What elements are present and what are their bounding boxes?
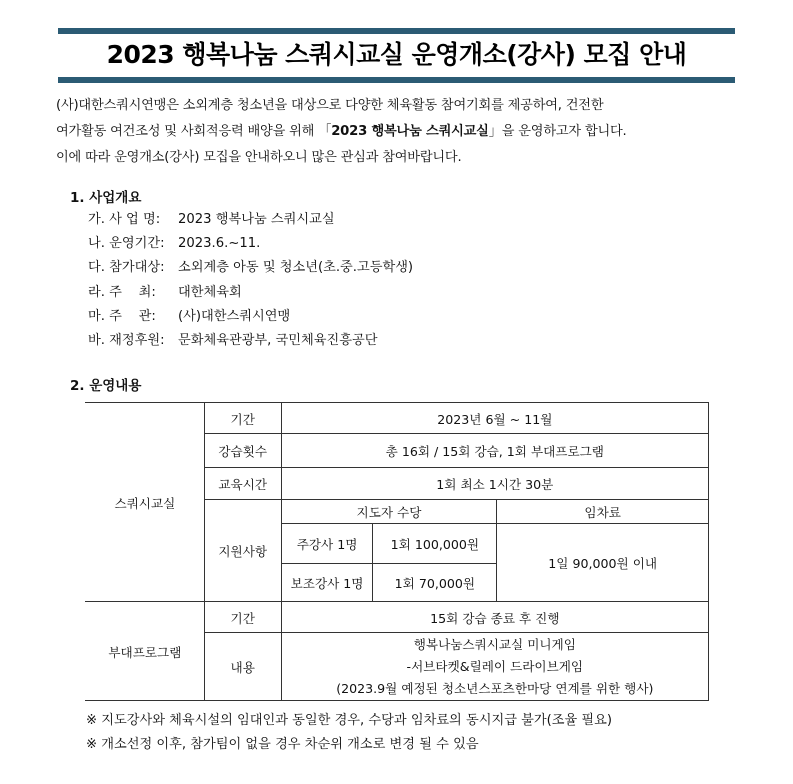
sub-period-label: 기간 [204,602,281,633]
list-item [88,305,413,329]
section-title-overview: 1. 사업개요 [70,190,142,206]
item-value: 2023.6.~11. [178,236,261,252]
item-label: 마. 주 관: [88,308,156,324]
program-name: 2023 행복나눔 스쿼시교실 [331,124,489,139]
list-item [88,256,413,280]
title-bottom-bar [58,77,735,83]
notes [86,709,612,757]
content-line: (2023.9월 예정된 청소년스포츠한마당 연계를 위한 행사) [336,680,654,696]
assist-coach-fee: 1회 70,000원 [373,564,497,602]
fee-header: 지도자 수당 [281,500,497,524]
sub-content-label: 내용 [204,633,281,701]
page-title: 2023 행복나눔 스쿼시교실 운영개소(강사) 모집 안내 [106,40,687,69]
intro-text: 여가활동 여건조성 및 사회적응력 배양을 위해 「 [56,124,332,139]
time-label: 교육시간 [204,468,281,500]
item-label: 라. 주 최: [88,284,156,300]
note-item: ※ 개소선정 이후, 참가팀이 없을 경우 차순위 개소로 변경 될 수 있음 [86,737,479,752]
note-item: ※ 지도강사와 체육시설의 임대인과 동일한 경우, 수당과 임차료의 동시지급 불가(조율 필요) [86,713,613,728]
item-value: 문화체육관광부, 국민체육진흥공단 [178,333,378,349]
squash-class-cell: 스쿼시교실 [86,403,205,602]
section-title-operation: 2. 운영내용 [70,378,142,394]
list-item [88,232,413,256]
count-value: 총 16회 / 15회 강습, 1회 부대프로그램 [281,434,708,468]
item-label: 나. 운영기간: [88,236,165,252]
intro-line: (사)대한스쿼시연맹은 소외계층 청소년을 대상으로 다양한 체육활동 참여기회를 제공하여, 건전한 [56,98,604,113]
main-coach-fee: 1회 100,000원 [373,524,497,564]
sub-content-value [281,633,708,701]
item-value: 대한체육회 [178,284,242,300]
rent-value: 1일 90,000원 이내 [497,524,709,602]
period-value: 2023년 6월 ~ 11월 [281,403,708,434]
sub-program-cell: 부대프로그램 [86,602,205,701]
content-line: 행복나눔스쿼시교실 미니게임 [413,636,576,652]
rent-header: 임차료 [497,500,709,524]
item-label: 다. 참가대상: [88,260,165,276]
content-line: -서브타켓&릴레이 드라이브게임 [406,658,584,674]
intro-line: 이에 따라 운영개소(강사) 모집을 안내하오니 많은 관심과 참여바랍니다. [56,150,462,165]
item-value: (사)대한스쿼시연맹 [178,308,291,324]
time-value: 1회 최소 1시간 30분 [281,468,708,500]
item-label: 가. 사 업 명: [88,212,161,227]
list-item [88,208,413,232]
item-label: 바. 재정후원: [88,333,165,349]
assist-coach-label: 보조강사 1명 [281,564,373,602]
item-value: 2023 행복나눔 스쿼시교실 [178,212,335,227]
item-value: 소외계층 아동 및 청소년(초.중.고등학생) [178,260,414,276]
count-label: 강습횟수 [204,434,281,468]
period-label: 기간 [204,403,281,434]
sub-period-value: 15회 강습 종료 후 진행 [281,602,708,633]
main-coach-label: 주강사 1명 [281,524,373,564]
intro-paragraph [56,93,740,171]
support-label: 지원사항 [204,500,281,602]
list-item [88,281,413,305]
operation-table [85,402,709,701]
list-item [88,329,413,353]
table-row [86,602,709,633]
intro-text: 」을 운영하고자 합니다. [488,124,627,139]
overview-list [88,208,413,353]
table-row [86,403,709,434]
intro-line [56,119,740,145]
